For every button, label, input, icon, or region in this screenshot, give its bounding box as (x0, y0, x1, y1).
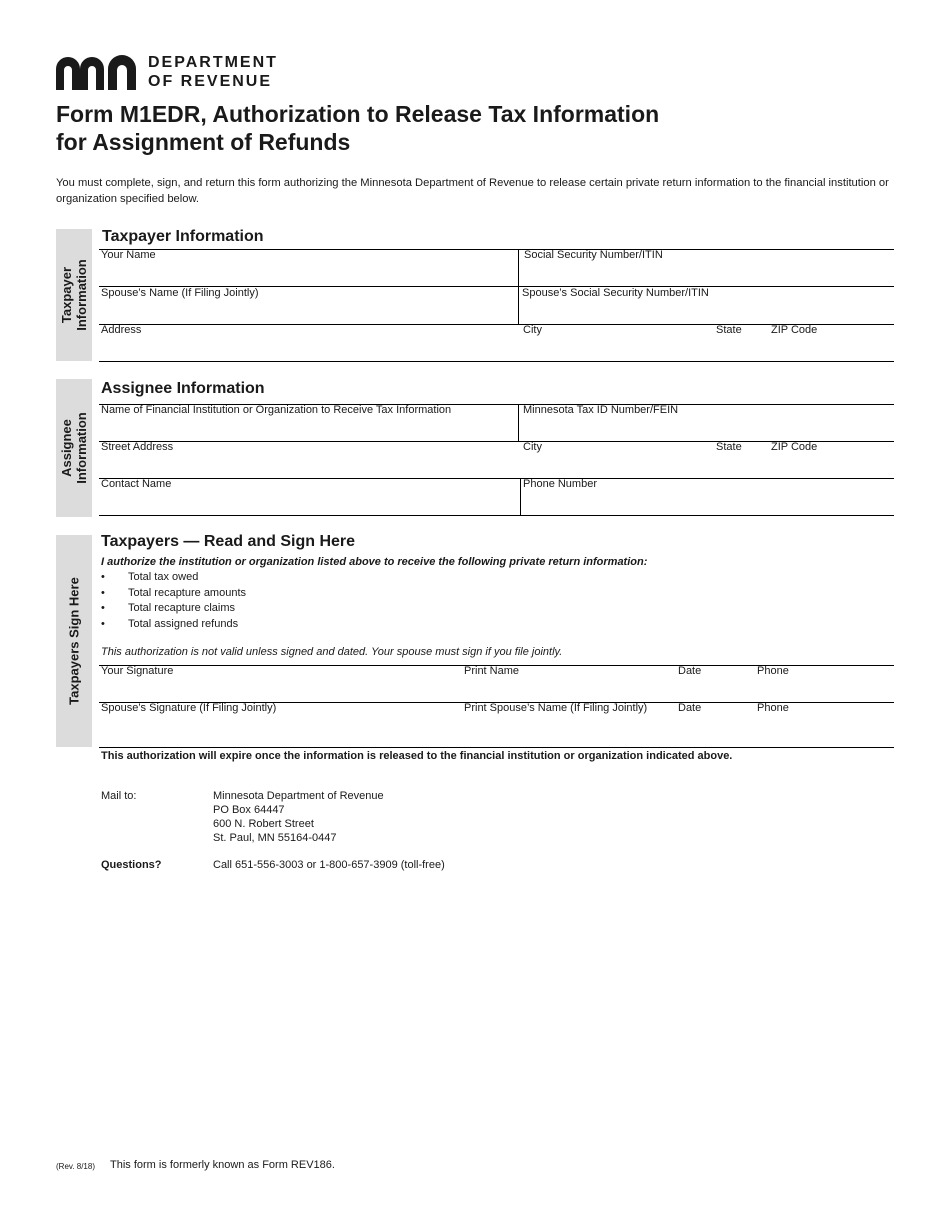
list-item-text: Total assigned refunds (128, 618, 239, 630)
list-item (101, 618, 401, 633)
print-spouse-name-field[interactable] (462, 715, 674, 745)
divider (99, 249, 894, 250)
spouse-signature-label: Spouse’s Signature (If Filing Jointly) (101, 702, 277, 714)
address-field[interactable] (99, 337, 518, 361)
phone-number-field[interactable] (521, 491, 894, 515)
assignee-city-label: City (523, 441, 542, 453)
spouse-ssn-label: Spouse’s Social Security Number/ITIN (522, 287, 709, 299)
spouse-ssn-field[interactable] (519, 300, 894, 324)
assignee-sidebar (56, 379, 92, 517)
date-field[interactable] (676, 678, 752, 702)
bullet-icon: • (101, 587, 105, 599)
assignee-state-field[interactable] (712, 454, 767, 478)
contact-name-label: Contact Name (101, 478, 172, 490)
mail-address-line: Minnesota Department of Revenue (213, 790, 384, 802)
bullet-icon: • (101, 571, 105, 583)
city-label: City (523, 324, 542, 336)
bullet-icon: • (101, 618, 105, 630)
spouse-phone-field[interactable] (755, 715, 894, 745)
taxpayer-section-title: Taxpayer Information (102, 228, 264, 245)
list-item (101, 602, 401, 617)
street-address-label: Street Address (101, 441, 174, 453)
tax-id-label: Minnesota Tax ID Number/FEIN (523, 404, 679, 416)
footer-note: This form is formerly known as Form REV186. (110, 1159, 335, 1171)
contact-name-field[interactable] (99, 491, 520, 515)
taxpayer-sidebar-line-1: Taxpayer (59, 266, 74, 324)
address-label: Address (101, 324, 142, 336)
sign-section-title: Taxpayers — Read and Sign Here (101, 533, 356, 550)
tax-id-field[interactable] (519, 417, 894, 441)
minnesota-logo-icon (56, 55, 136, 90)
agency-line-1: DEPARTMENT (148, 54, 278, 71)
assignee-sidebar-line-1: Assignee (59, 419, 74, 477)
taxpayer-sidebar-label (59, 259, 89, 331)
assignee-sidebar-label (59, 412, 89, 484)
expiration-notice: This authorization will expire once the information is released to the financial institution or organization indicated above. (101, 750, 733, 762)
your-signature-label: Your Signature (101, 665, 174, 677)
divider (99, 747, 894, 748)
page-title (56, 100, 659, 156)
your-signature-field[interactable] (99, 678, 459, 702)
list-item (101, 571, 401, 586)
taxpayer-sidebar (56, 229, 92, 361)
your-name-field[interactable] (99, 262, 518, 286)
sign-sidebar-label: Taxpayers Sign Here (66, 577, 82, 705)
mail-address-line: PO Box 64447 (213, 804, 285, 816)
assignee-sidebar-line-2: Information (74, 412, 89, 484)
spouse-name-field[interactable] (99, 300, 518, 324)
street-address-field[interactable] (99, 454, 518, 478)
bullet-icon: • (101, 602, 105, 614)
phone-label: Phone (757, 665, 789, 677)
mail-to-label: Mail to: (101, 790, 137, 802)
spouse-name-label: Spouse’s Name (If Filing Jointly) (101, 287, 259, 299)
authorization-statement: I authorize the institution or organization listed above to receive the following private return information: (101, 556, 648, 568)
zip-label: ZIP Code (771, 324, 818, 336)
divider (99, 361, 894, 362)
state-label: State (716, 324, 742, 336)
zip-field[interactable] (768, 337, 894, 361)
mail-address (213, 789, 384, 845)
ssn-field[interactable] (519, 262, 894, 286)
institution-name-label: Name of Financial Institution or Organization to Receive Tax Information (101, 404, 452, 416)
questions-label: Questions? (101, 859, 162, 871)
taxpayer-sidebar-line-2: Information (74, 259, 89, 331)
validity-note: This authorization is not valid unless signed and dated. Your spouse must sign if you file jointly. (101, 646, 563, 658)
assignee-section-title: Assignee Information (101, 380, 265, 397)
divider (99, 515, 894, 516)
state-field[interactable] (712, 337, 767, 361)
date-label: Date (678, 665, 702, 677)
spouse-phone-label: Phone (757, 702, 789, 714)
mail-address-line: 600 N. Robert Street (213, 818, 314, 830)
agency-line-2: OF REVENUE (148, 73, 273, 90)
phone-number-label: Phone Number (523, 478, 597, 490)
questions-contact: Call 651-556-3003 or 1-800-657-3909 (toll-free) (213, 859, 445, 871)
print-spouse-name-label: Print Spouse’s Name (If Filing Jointly) (464, 702, 648, 714)
assignee-state-label: State (716, 441, 742, 453)
institution-name-field[interactable] (99, 417, 518, 441)
print-name-field[interactable] (462, 678, 674, 702)
spouse-date-field[interactable] (676, 715, 752, 745)
title-line-2: for Assignment of Refunds (56, 129, 351, 155)
assignee-city-field[interactable] (519, 454, 709, 478)
city-field[interactable] (519, 337, 709, 361)
list-item-text: Total recapture amounts (128, 587, 247, 599)
print-name-label: Print Name (464, 665, 520, 677)
title-line-1: Form M1EDR, Authorization to Release Tax Information (56, 101, 660, 127)
your-name-label: Your Name (101, 249, 156, 261)
list-item-text: Total recapture claims (128, 602, 235, 614)
phone-field[interactable] (755, 678, 894, 702)
intro-paragraph: You must complete, sign, and return this form authorizing the Minnesota Department of Revenue to release certain private return information to the financial institution or organization specified below. (56, 177, 889, 205)
divider (99, 478, 894, 479)
ssn-label: Social Security Number/ITIN (524, 249, 663, 261)
sign-sidebar (56, 535, 92, 747)
spouse-signature-field[interactable] (99, 715, 459, 745)
list-item-text: Total tax owed (128, 571, 199, 583)
assignee-zip-label: ZIP Code (771, 441, 818, 453)
revision-date: (Rev. 8/18) (56, 1162, 95, 1171)
mail-address-line: St. Paul, MN 55164-0447 (213, 832, 337, 844)
spouse-date-label: Date (678, 702, 702, 714)
assignee-zip-field[interactable] (768, 454, 894, 478)
list-item (101, 587, 401, 602)
agency-name (148, 53, 278, 91)
